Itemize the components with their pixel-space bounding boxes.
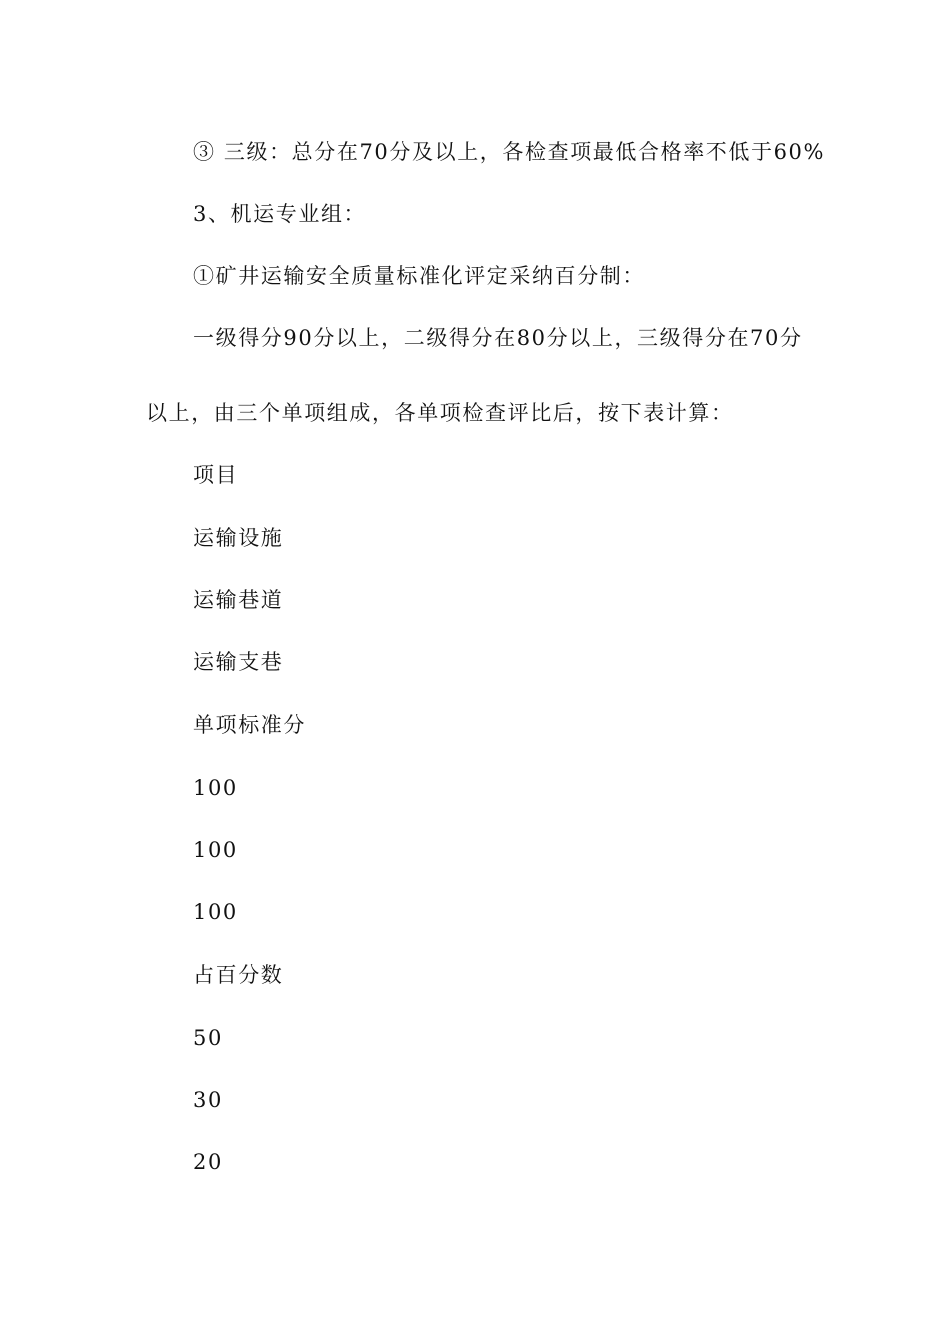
paragraph-grade-three: ③ 三级：总分在70分及以上，各检查项最低合格率不低于60% <box>193 140 826 164</box>
table-standard-score: 100 <box>193 838 238 862</box>
paragraph-section-heading: 3、机运专业组： <box>193 202 367 226</box>
table-item: 运输支巷 <box>193 650 284 674</box>
paragraph-scoring-method: ①矿井运输安全质量标准化评定采纳百分制： <box>193 264 645 288</box>
table-standard-score: 100 <box>193 776 238 800</box>
table-percentage: 50 <box>193 1026 223 1050</box>
table-percentage: 20 <box>193 1150 223 1174</box>
paragraph-grade-thresholds-cont: 以上，由三个单项组成，各单项检查评比后，按下表计算： <box>146 401 734 425</box>
table-item: 运输巷道 <box>193 588 284 612</box>
table-item: 运输设施 <box>193 526 284 550</box>
table-header-item: 项目 <box>193 463 239 487</box>
paragraph-grade-thresholds: 一级得分90分以上，二级得分在80分以上，三级得分在70分 <box>193 326 803 350</box>
table-header-standard-score: 单项标准分 <box>193 713 306 737</box>
table-standard-score: 100 <box>193 900 238 924</box>
table-percentage: 30 <box>193 1088 223 1112</box>
table-header-percentage: 占百分数 <box>193 963 284 987</box>
